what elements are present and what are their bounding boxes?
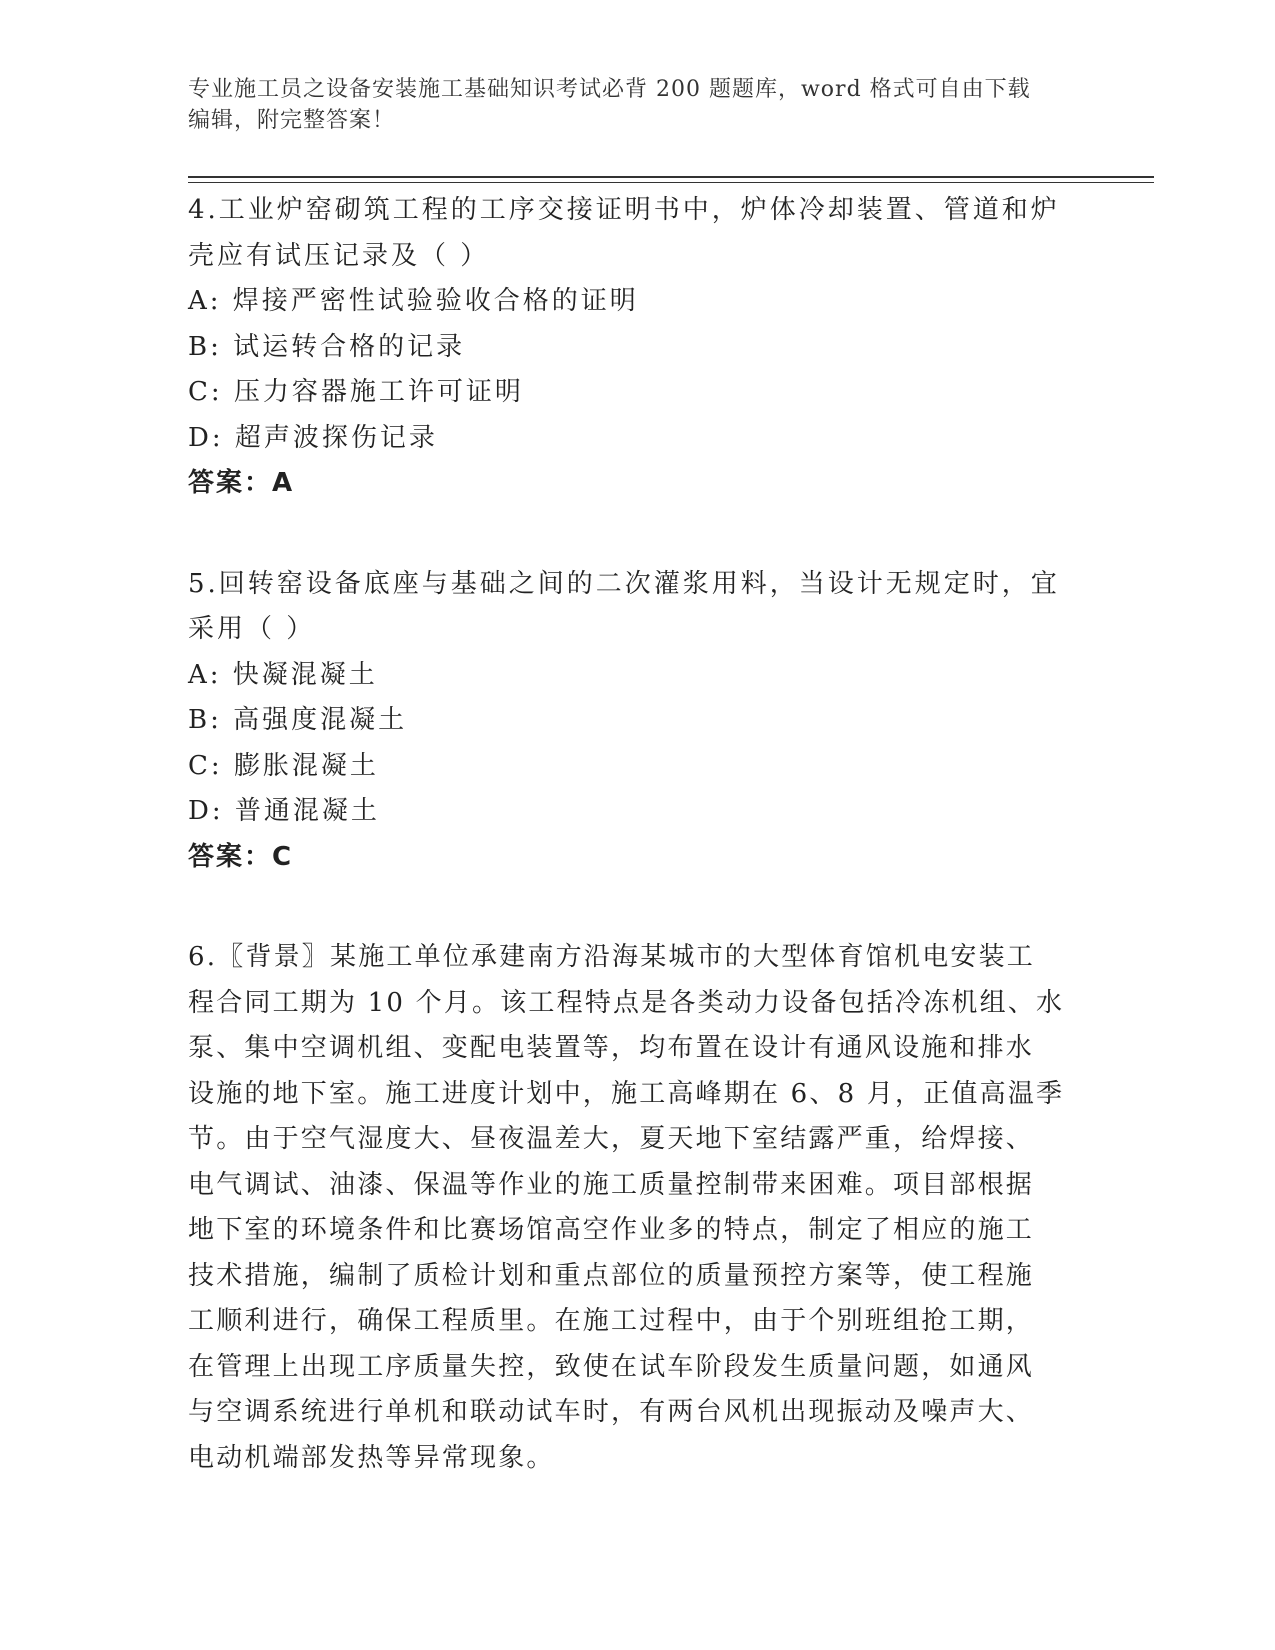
paragraph-line: 电气调试、油漆、保温等作业的施工质量控制带来困难。项目部根据 [188,1169,1035,1200]
header-divider-thick [188,176,1154,178]
option-c: C: 压力容器施工许可证明 [188,377,524,407]
paragraph-line: 与空调系统进行单机和联动试车时，有两台风机出现振动及噪声大、 [188,1397,1035,1427]
paragraph-line: 在管理上出现工序质量失控，致使在试车阶段发生质量问题，如通风 [188,1351,1035,1382]
answer-label: 答案：A [188,468,295,498]
option-d: D: 普通混凝土 [188,796,380,826]
paragraph-line: 工顺利进行，确保工程质里。在施工过程中，由于个别班组抢工期， [188,1306,1035,1336]
answer-label: 答案：C [188,841,294,872]
document-header [188,74,1068,136]
paragraph-line: 技术措施，编制了质检计划和重点部位的质量预控方案等，使工程施 [188,1260,1035,1291]
question-stem-line: 壳应有试压记录及（ ） [188,240,490,271]
paragraph-line: 节。由于空气湿度大、昼夜温差大，夏天地下室结露严重，给焊接、 [188,1124,1035,1154]
question-4 [188,188,1088,461]
question-stem-line: 4.工业炉窑砌筑工程的工序交接证明书中，炉体冷却装置、管道和炉 [188,195,1060,225]
paragraph-line: 程合同工期为 10 个月。该工程特点是各类动力设备包括冷冻机组、水 [188,987,1065,1018]
option-b: B: 试运转合格的记录 [188,331,466,362]
question-6-background [188,935,1088,1481]
header-line-1: 专业施工员之设备安装施工基础知识考试必背 200 题题库，word 格式可自由下载 [188,77,1031,102]
option-a: A: 快凝混凝土 [188,659,378,690]
paragraph-line: 电动机端部发热等异常现象。 [188,1442,555,1473]
paragraph-line: 设施的地下室。施工进度计划中，施工高峰期在 6、8 月，正值高温季 [188,1078,1065,1109]
header-line-2: 编辑，附完整答案！ [188,108,396,133]
option-d: D: 超声波探伤记录 [188,422,438,453]
question-stem-line: 5.回转窑设备底座与基础之间的二次灌浆用料，当设计无规定时，宜 [188,568,1060,599]
question-5 [188,562,1088,835]
option-a: A: 焊接严密性试验验收合格的证明 [188,286,639,316]
paragraph-line: 6.〖背景〗某施工单位承建南方沿海某城市的大型体育馆机电安装工 [188,942,1036,972]
option-b: B: 高强度混凝土 [188,705,408,735]
option-c: C: 膨胀混凝土 [188,750,379,781]
header-divider-thin [188,182,1154,183]
paragraph-line: 地下室的环境条件和比赛场馆高空作业多的特点，制定了相应的施工 [188,1215,1035,1245]
question-stem-line: 采用（ ） [188,614,316,644]
paragraph-line: 泵、集中空调机组、变配电装置等，均布置在设计有通风设施和排水 [188,1033,1035,1063]
document-body [188,188,1088,1481]
